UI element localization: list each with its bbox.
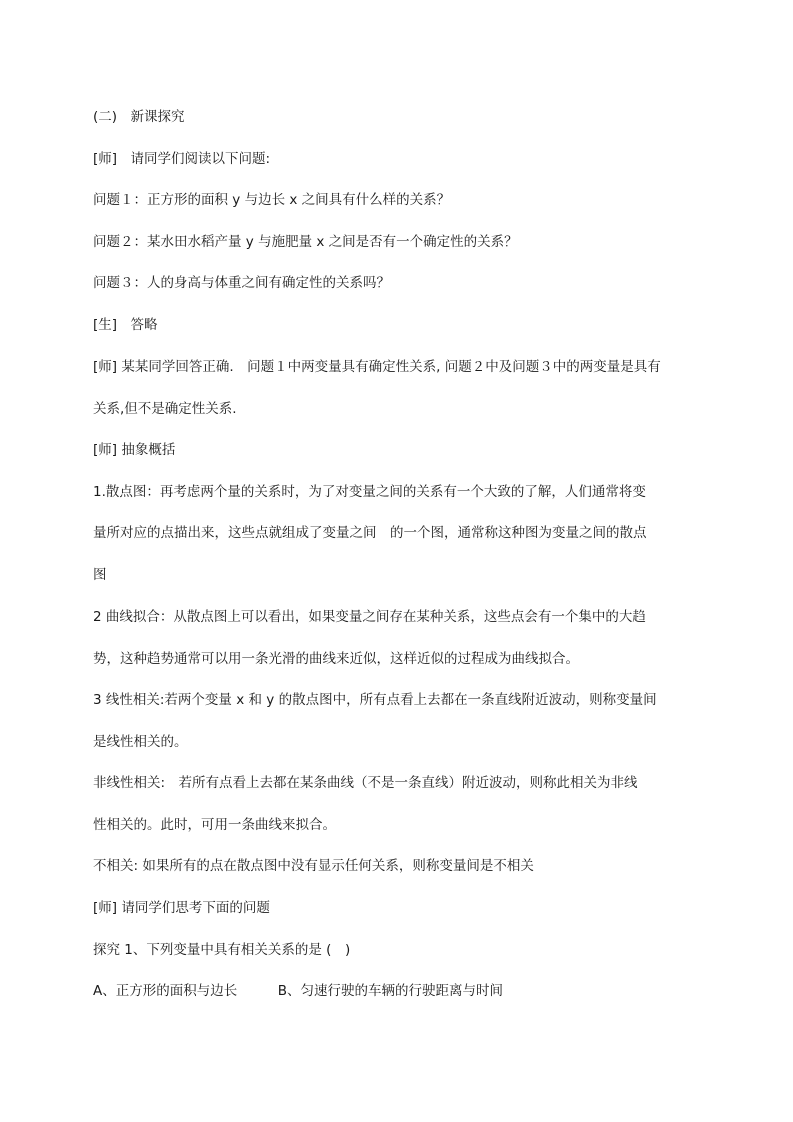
text-line: 不相关: 如果所有的点在散点图中没有显示任何关系，则称变量间是不相关 [93,858,534,874]
text-line: [生] 答略 [93,317,158,333]
text-line: 关系,但不是确定性关系. [93,401,237,417]
text-line: [师] 抽象概括 [93,442,176,458]
text-line: 1.散点图：再考虑两个量的关系时，为了对变量之间的关系有一个大致的了解，人们通常将变 [93,484,646,500]
text-line: A、正方形的面积与边长 B、匀速行驶的车辆的行驶距离与时间 [93,983,503,999]
text-line: 问题１：正方形的面积 y 与边长 x 之间具有什么样的关系？ [93,192,451,208]
text-line: 2 曲线拟合：从散点图上可以看出，如果变量之间存在某种关系，这些点会有一个集中的大趋 [93,609,646,625]
text-line: [师] 某某同学回答正确. 问题１中两变量具有确定性关系, 问题２中及问题３中的两变量是具有 [93,359,661,375]
text-line: 3 线性相关:若两个变量 x 和 y 的散点图中，所有点看上去都在一条直线附近波动，则称变量间 [93,692,657,708]
text-line: [师] 请同学们阅读以下问题: [93,151,271,167]
text-line: 量所对应的点描出来，这些点就组成了变量之间 的一个图，通常称这种图为变量之间的散点 [93,525,647,541]
text-line: (二) 新课探究 [93,109,185,125]
text-line: 探究 1、下列变量中具有相关关系的是 ( ) [93,942,351,958]
text-line: 是线性相关的。 [93,734,188,750]
text-line: 性相关的。此时，可用一条曲线来拟合。 [93,817,336,833]
text-line: 非线性相关: 若所有点看上去都在某条曲线（不是一条直线）附近波动，则称此相关为非线 [93,775,638,791]
text-line: 问题２：某水田水稻产量 y 与施肥量 x 之间是否有一个确定性的关系？ [93,234,518,250]
text-line: 问题３：人的身高与体重之间有确定性的关系吗？ [93,275,390,291]
text-line: 图 [93,567,107,583]
text-line: 势，这种趋势通常可以用一条光滑的曲线来近似，这样近似的过程成为曲线拟合。 [93,651,579,667]
text-line: [师] 请同学们思考下面的问题 [93,900,270,916]
